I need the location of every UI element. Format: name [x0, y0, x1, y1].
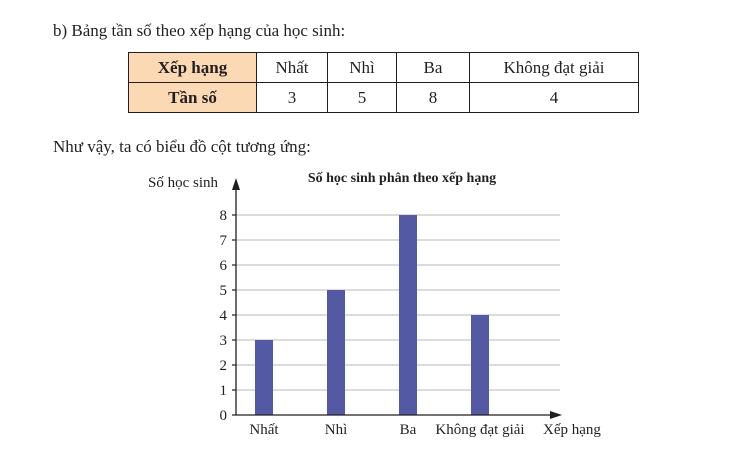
y-tick-label: 1 [219, 383, 227, 399]
x-tick-label: Nhì [324, 422, 348, 438]
y-tick-label: 3 [219, 333, 227, 349]
intro-text: b) Bảng tần số theo xếp hạng của học sinh: [53, 21, 346, 40]
bar [399, 215, 417, 415]
grid-lines [236, 215, 560, 390]
x-tick-label: Không đạt giải [435, 422, 525, 438]
y-tick-label: 4 [219, 308, 227, 324]
x-axis-arrow [550, 411, 562, 419]
y-axis-label: Số học sinh [148, 175, 219, 191]
bar [327, 290, 345, 415]
x-tick-label: Nhất [249, 422, 279, 438]
x-tick-label: Ba [399, 422, 417, 438]
rank-cell: Ba [397, 53, 470, 83]
frequency-cell: 4 [470, 83, 639, 113]
rank-cell: Nhất [257, 53, 328, 83]
y-tick-label: 7 [219, 233, 227, 249]
y-tick-label: 0 [219, 408, 227, 424]
frequency-row-header: Tần số [129, 83, 257, 113]
bar [255, 340, 273, 415]
y-tick-labels [220, 208, 237, 424]
conclusion-text: Như vậy, ta có biểu đồ cột tương ứng: [53, 137, 311, 156]
x-axis-label: Xếp hạng [543, 422, 601, 438]
y-tick-label: 2 [219, 358, 227, 374]
chart-title: Số học sinh phân theo xếp hạng [307, 171, 497, 186]
frequency-cell: 8 [397, 83, 470, 113]
y-tick-label: 8 [219, 208, 227, 224]
y-tick-label: 5 [219, 283, 227, 299]
rank-row-header: Xếp hạng [129, 53, 257, 83]
bar [471, 315, 489, 415]
y-axis-arrow [232, 178, 240, 190]
x-tick-labels [249, 422, 524, 438]
frequency-cell: 3 [257, 83, 328, 113]
rank-cell: Không đạt giải [470, 53, 639, 83]
rank-cell: Nhì [328, 53, 397, 83]
y-tick-label: 6 [219, 258, 227, 274]
frequency-cell: 5 [328, 83, 397, 113]
